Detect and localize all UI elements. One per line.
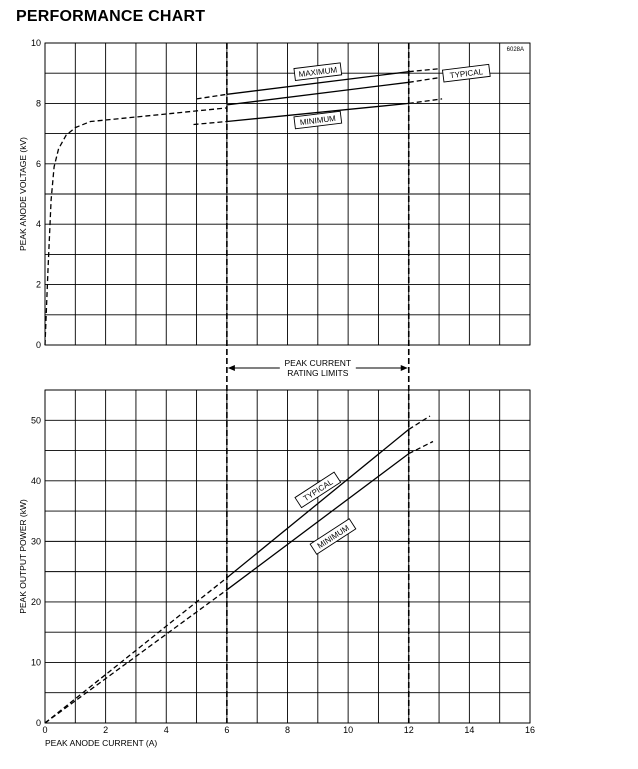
y-tick-label: 40 bbox=[30, 475, 41, 486]
series-line bbox=[409, 78, 439, 83]
y-axis-label: PEAK ANODE VOLTAGE (kV) bbox=[18, 137, 28, 251]
rating-limit-label-line1: PEAK CURRENT bbox=[284, 358, 352, 368]
series-line bbox=[194, 122, 227, 125]
x-tick-label: 0 bbox=[42, 725, 48, 735]
arrow-head-right bbox=[401, 365, 408, 371]
series-line bbox=[409, 99, 442, 104]
y-axis-label: PEAK OUTPUT POWER (kW) bbox=[18, 499, 28, 614]
y-tick-label: 10 bbox=[30, 657, 41, 668]
series-line bbox=[409, 416, 430, 429]
x-tick-label: 8 bbox=[284, 725, 291, 735]
series-line bbox=[409, 442, 433, 454]
curve-label-text: MINIMUM bbox=[315, 523, 351, 551]
x-tick-label: 16 bbox=[524, 725, 536, 735]
curve-label-text: MAXIMUM bbox=[298, 65, 338, 80]
x-tick-label: 14 bbox=[464, 725, 475, 735]
curve-label-text: MINIMUM bbox=[299, 113, 337, 128]
y-tick-label: 0 bbox=[35, 340, 41, 350]
x-axis-label: PEAK ANODE CURRENT (A) bbox=[45, 738, 158, 748]
arrow-head-left bbox=[228, 365, 235, 371]
series-line bbox=[197, 94, 227, 99]
curve-label-text: TYPICAL bbox=[301, 477, 335, 504]
curve-label bbox=[310, 519, 356, 554]
y-tick-label: 10 bbox=[30, 38, 41, 48]
y-tick-label: 8 bbox=[35, 98, 41, 109]
y-tick-label: 0 bbox=[35, 718, 41, 728]
voltage-chart bbox=[18, 38, 530, 350]
y-tick-label: 50 bbox=[30, 415, 41, 426]
x-tick-label: 12 bbox=[403, 725, 414, 735]
figure-code: 6028A bbox=[506, 47, 524, 53]
rating-limit-label-line2: RATING LIMITS bbox=[287, 368, 349, 378]
series-line bbox=[409, 69, 439, 72]
curve-label bbox=[294, 63, 342, 81]
y-tick-label: 4 bbox=[35, 219, 41, 230]
x-tick-label: 10 bbox=[343, 725, 354, 735]
y-tick-label: 30 bbox=[30, 536, 41, 547]
curve-label bbox=[442, 64, 490, 82]
y-tick-label: 2 bbox=[35, 279, 41, 290]
power-chart bbox=[18, 390, 535, 748]
y-tick-label: 6 bbox=[35, 158, 41, 169]
chart-title: PERFORMANCE CHART bbox=[16, 8, 206, 25]
x-tick-label: 4 bbox=[163, 725, 169, 735]
y-tick-label: 20 bbox=[30, 596, 41, 607]
x-tick-label: 2 bbox=[103, 725, 109, 735]
curve-label-text: TYPICAL bbox=[449, 67, 484, 81]
x-tick-label: 6 bbox=[224, 725, 230, 735]
